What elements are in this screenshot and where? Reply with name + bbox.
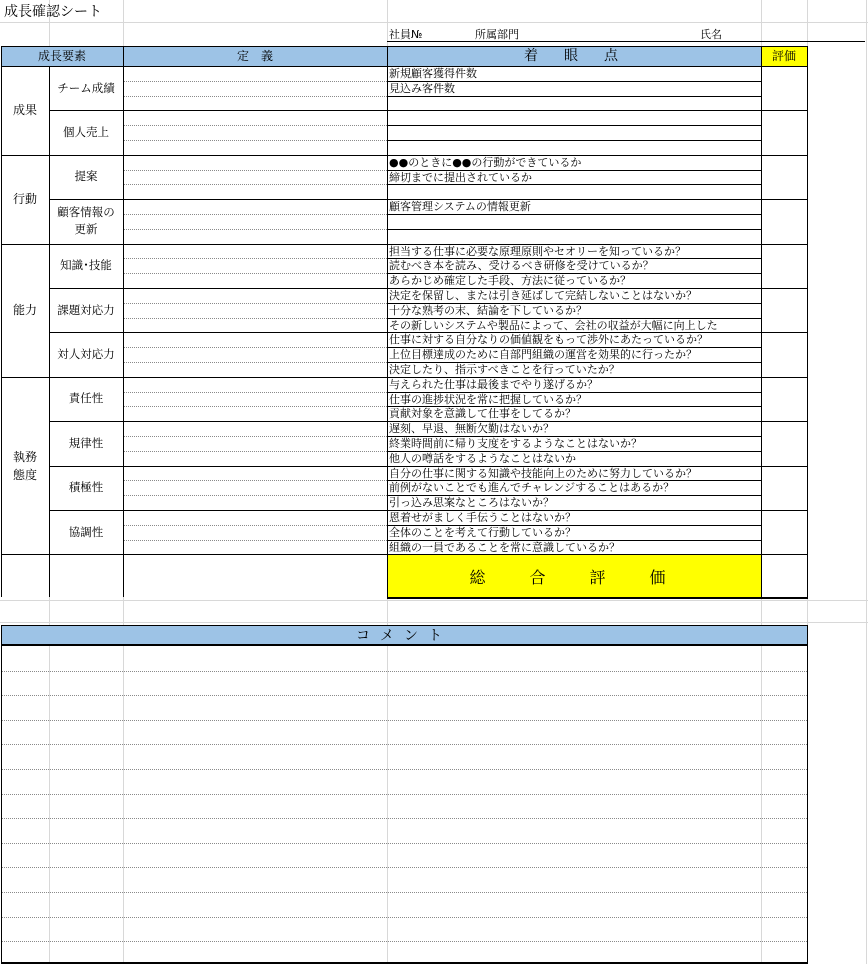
focus-point: 見込み客件数: [389, 81, 455, 95]
header-definition: 定 義: [123, 47, 387, 66]
category-3: 能力: [12, 303, 37, 318]
comment-line: [2, 892, 807, 893]
focus-point: 決定を保留し、または引き延ばして完結しないことはないか？: [389, 289, 697, 302]
sub-element-1-1: チーム成績: [57, 80, 115, 95]
name-label: 氏名: [700, 28, 722, 41]
focus-point: 締切までに提出されているか: [389, 170, 532, 184]
focus-point: 組織の一員であることを常に意識しているか？: [389, 540, 620, 554]
sub-element-4-3: 積極性: [68, 480, 104, 495]
focus-point: 全体のことを考えて行動しているか？: [389, 525, 576, 539]
comment-line: [2, 843, 807, 844]
focus-point: 決定したり、指示すべきことを行っていたか？: [389, 363, 620, 376]
comment-header-border: [1, 644, 808, 646]
focus-point: 上位目標達成のために自部門組織の運営を効果的に行ったか？: [389, 348, 697, 362]
header-focus: 着 眼 点: [387, 47, 761, 66]
focus-point: 他人の噂話をするようなことはないか: [389, 451, 576, 465]
focus-point: 終業時間前に帰り支度をするようなことはないか？: [389, 437, 642, 450]
employee-no-label: 社員№: [389, 28, 423, 41]
comment-line: [2, 671, 807, 672]
header-rating: 評価: [761, 47, 807, 66]
sub-element-3-1: 知識･技能: [60, 258, 112, 273]
focus-point: 前例がないことでも進んでチャレンジすることはあるか？: [389, 481, 675, 495]
sub-element-1-2: 個人売上: [63, 125, 109, 140]
focus-point: 恩着せがましく手伝うことはないか？: [389, 511, 576, 524]
comment-right-border: [807, 625, 808, 963]
comment-line: [2, 867, 807, 868]
total-rating-label: 総 合 評 価: [388, 555, 761, 597]
sub-element-4-2: 規律性: [68, 435, 104, 450]
comment-line: [2, 941, 807, 942]
department-label: 所属部門: [475, 28, 519, 41]
focus-point: 遅刻、早退、無断欠勤はないか？: [389, 422, 554, 436]
comment-header: コメント: [1, 626, 807, 644]
category-2: 行動: [12, 192, 37, 207]
focus-point: 読むべき本を読み、受けるべき研修を受けているか？: [389, 259, 654, 273]
focus-point: ●●のときに●●の行動ができているか: [389, 155, 582, 169]
sub-element-2-1: 提案: [74, 169, 98, 184]
focus-point: 新規顧客獲得件数: [389, 67, 477, 80]
sub-element-3-2: 課題対応力: [57, 302, 115, 317]
focus-point: 与えられた仕事は最後までやり遂げるか？: [389, 377, 598, 391]
focus-point: 担当する仕事に必要な原理原則やセオリーを知っているか？: [389, 244, 686, 258]
comment-line: [2, 794, 807, 795]
comment-line: [2, 720, 807, 721]
focus-point: 貢献対象を意識して仕事をしてるか？: [389, 407, 576, 421]
sub-element-4-1: 責任性: [68, 391, 104, 406]
comment-line: [2, 917, 807, 918]
focus-point: 十分な熟考の末、結論を下しているか？: [389, 303, 587, 317]
focus-point: 仕事の進捗状況を常に把握しているか？: [389, 392, 587, 406]
comment-top-border: [1, 625, 808, 626]
focus-point: 顧客管理システムの情報更新: [389, 200, 531, 214]
focus-point: その新しいシステムや製品によって、会社の収益が大幅に向上した: [389, 318, 718, 332]
comment-line: [2, 744, 807, 745]
header-element: 成長要素: [1, 47, 123, 66]
sheet-title: 成長確認シート: [4, 4, 102, 20]
category-4: 執務 態度: [12, 449, 37, 482]
sub-element-3-3: 対人対応力: [57, 347, 115, 362]
comment-line: [2, 769, 807, 770]
comment-line: [2, 695, 807, 696]
focus-point: あらかじめ確定した手段、方法に従っているか？: [389, 274, 631, 288]
focus-point: 自分の仕事に関する知識や技能向上のために努力しているか？: [389, 466, 697, 480]
category-1: 成果: [12, 103, 37, 118]
comment-line: [2, 818, 807, 819]
sub-element-4-4: 協調性: [68, 524, 104, 539]
focus-point: 仕事に対する自分なりの価値観をもって渉外にあたっているか？: [389, 333, 708, 347]
focus-point: 引っ込み思案なところはないか？: [389, 496, 554, 510]
sub-element-2-2: 顧客情報の 更新: [57, 205, 115, 237]
